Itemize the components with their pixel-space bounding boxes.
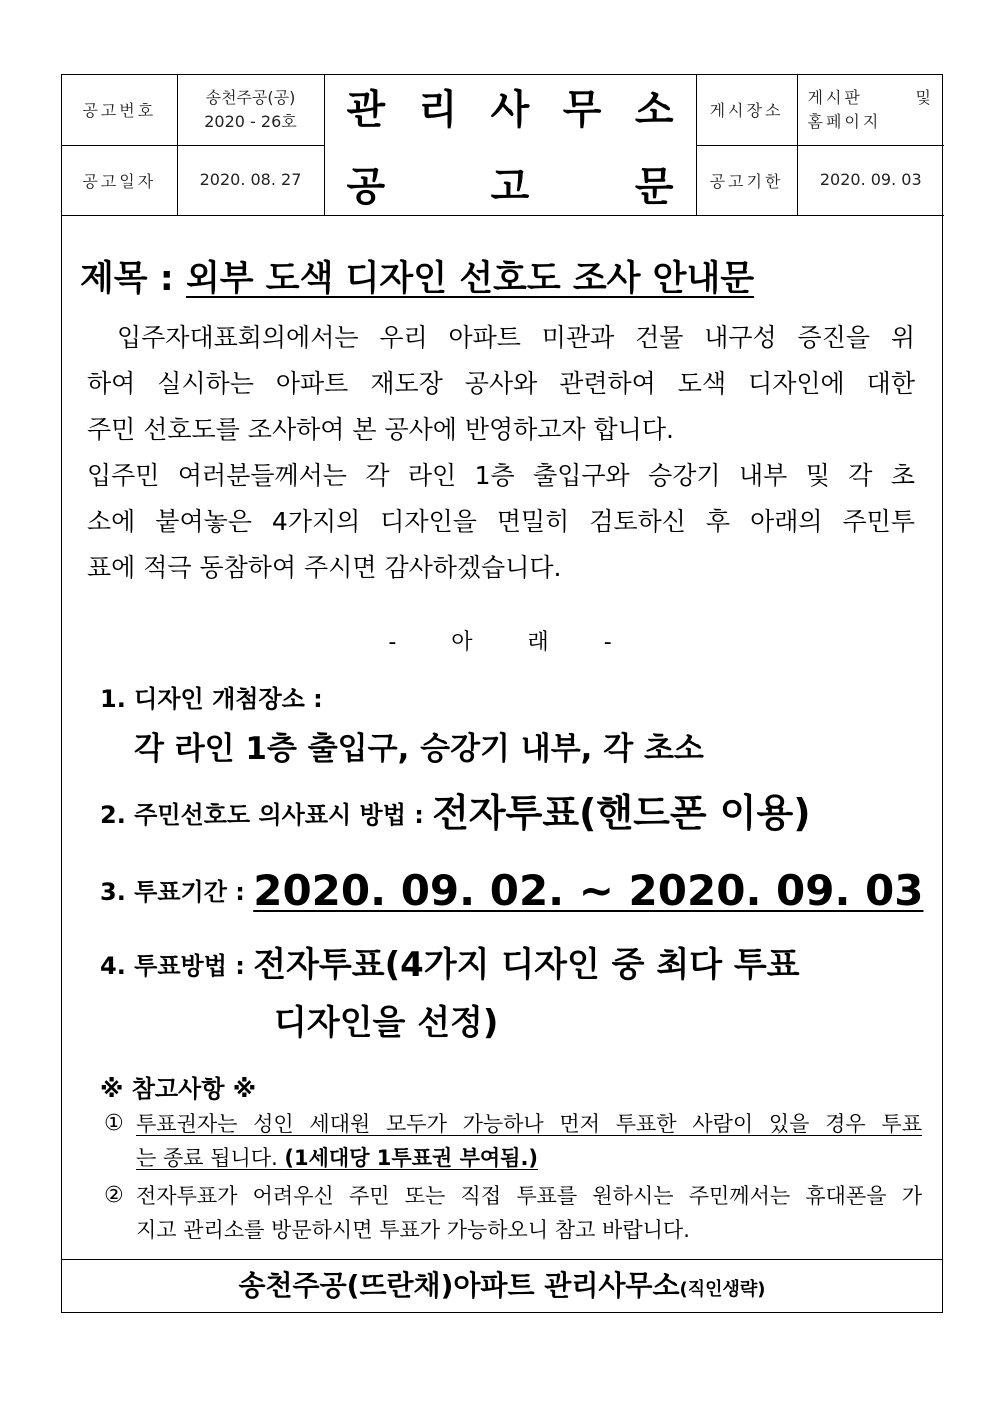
item1-label: 1. 디자인 개첨장소 : (100, 685, 323, 713)
item3-label: 3. 투표기간 : (100, 878, 254, 906)
note1-line2-text: 는 종료 됩니다. (136, 1146, 285, 1170)
footer-signature (62, 1259, 942, 1312)
title-char: 무 (562, 86, 602, 133)
footer-seal-note: (직인생략) (679, 1279, 766, 1300)
below-heading: - 아 래 - (388, 630, 616, 655)
deadline-value: 2020. 09. 03 (797, 145, 944, 215)
office-notice-title (324, 75, 696, 215)
notice-number-line1: 송천주공(공) (205, 87, 296, 107)
intro-paragraph (87, 315, 915, 453)
footer-org: 송천주공(뜨란채)아파트 관리사무소 (238, 1269, 680, 1302)
deadline-label: 공고기한 (696, 145, 797, 215)
item4-label: 4. 투표방법 : (100, 952, 254, 980)
request-line: 소에 붙여놓은 4가지의 디자인을 면밀히 검토하신 후 아래의 주민투 (87, 507, 915, 536)
item2 (100, 785, 811, 843)
title-char: 관 (346, 86, 386, 133)
notice-header-table (62, 75, 944, 216)
note1-line2 (136, 1141, 922, 1175)
title-char: 사 (490, 86, 530, 133)
note2-number: ② (104, 1183, 124, 1208)
item3-value: 2020. 09. 02. ~ 2020. 09. 03 (253, 866, 924, 915)
item4-value-line1: 전자투표(4가지 디자인 중 최다 투표 (253, 945, 800, 985)
notice-date-value: 2020. 08. 27 (177, 145, 324, 215)
notice-subject (80, 251, 754, 301)
post-place-line1: 게시판 및 (807, 87, 934, 107)
title-char: 소 (634, 86, 674, 133)
title-char: 고 (490, 163, 530, 210)
request-line: 입주민 여러분들께서는 각 라인 1층 출입구와 승강기 내부 및 각 초 (87, 461, 915, 490)
title-char: 문 (634, 163, 674, 210)
notice-number-value (177, 75, 324, 145)
intro-line: 입주자대표회의에서는 우리 아파트 미관과 건물 내구성 증진을 위 (117, 323, 915, 352)
intro-line: 하여 실시하는 아파트 재도장 공사와 관련하여 도색 디자인에 대한 (87, 369, 915, 398)
post-place-label: 게시장소 (696, 75, 797, 145)
note2-line2: 지고 관리소를 방문하시면 투표가 가능하오니 참고 바랍니다. (136, 1218, 690, 1242)
note1-line2-bold: (1세대당 1투표권 부여됨.) (284, 1146, 539, 1170)
subject-text: 외부 도색 디자인 선호도 조사 안내문 (186, 259, 755, 299)
notice-number-label: 공고번호 (62, 75, 177, 145)
title-notice-row (325, 155, 696, 212)
notice-date-label: 공고일자 (62, 145, 177, 215)
title-char: 공 (346, 163, 386, 210)
item4-value-line2: 디자인을 선정) (274, 1003, 499, 1043)
subject-prefix: 제목 : (80, 259, 186, 299)
post-place-value (797, 75, 944, 145)
note2-line1: 전자투표가 어려우신 주민 또는 직접 투표를 원하시는 주민께서는 휴대폰을 가 (136, 1184, 922, 1208)
post-place-line2: 홈페이지 (807, 111, 882, 131)
notice-frame (61, 74, 943, 1313)
item2-label: 2. 주민선호도 의사표시 방법 : (100, 801, 433, 829)
reference-note-1 (104, 1107, 922, 1175)
reference-note-2 (104, 1179, 922, 1247)
request-paragraph (87, 453, 915, 591)
note1-line1: 투표권자는 성인 세대원 모두가 가능하나 먼저 투표한 사람이 있을 경우 투표 (136, 1112, 922, 1136)
request-line: 표에 적극 동참하여 주시면 감사하겠습니다. (87, 553, 562, 582)
note1-number: ① (104, 1111, 124, 1136)
intro-line: 주민 선호도를 조사하여 본 공사에 반영하고자 합니다. (87, 415, 674, 444)
title-office-row (325, 78, 696, 135)
reference-heading: ※ 참고사항 ※ (100, 1075, 257, 1103)
notice-number-line2: 2020 - 26호 (204, 111, 297, 131)
title-char: 리 (418, 86, 458, 133)
item2-value: 전자투표(핸드폰 이용) (432, 791, 811, 835)
item1-value: 각 라인 1층 출입구, 승강기 내부, 각 초소 (134, 731, 704, 767)
item3 (100, 861, 924, 922)
item4 (100, 937, 800, 994)
